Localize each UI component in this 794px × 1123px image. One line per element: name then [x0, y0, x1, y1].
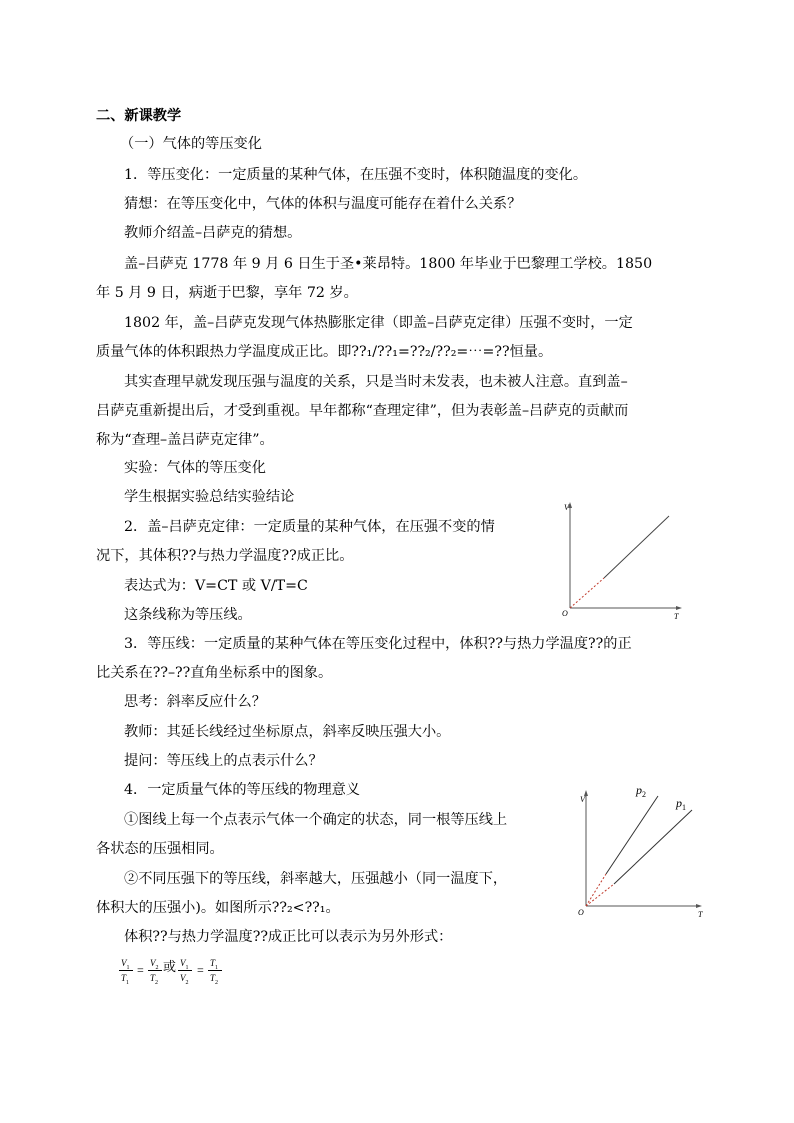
- formula-or: 或: [163, 960, 177, 975]
- formula-subscript: 2: [155, 964, 159, 971]
- fraction-bar: [119, 970, 133, 971]
- isobar-extension-dashed: [570, 578, 604, 608]
- sub-heading: （一）气体的等压变化: [120, 136, 262, 152]
- isobar-p2-extension-dashed: [586, 874, 606, 906]
- paragraph: 实验：气体的等压变化: [124, 460, 266, 476]
- formula-subscript: 1: [126, 979, 130, 986]
- paragraph: 比关系在??–??直角坐标系中的图象。: [96, 665, 333, 681]
- formula-symbol: V: [121, 958, 127, 968]
- paragraph: 2．盖–吕萨克定律：一定质量的某种气体，在压强不变的情: [124, 519, 495, 535]
- formula-symbol: T: [210, 973, 216, 983]
- paragraph: 其实查理早就发现压强与温度的关系，只是当时未发表，也未被人注意。直到盖–: [124, 374, 628, 390]
- y-axis-label: V: [564, 503, 569, 512]
- formula-equals: =: [137, 963, 144, 977]
- formula-subscript: 2: [215, 979, 219, 986]
- paragraph: 体积??与热力学温度??成正比可以表示为另外形式：: [124, 929, 453, 945]
- formula-subscript: 2: [185, 979, 189, 986]
- paragraph: 猜想：在等压变化中，气体的体积与温度可能存在着什么关系？: [124, 196, 522, 212]
- formula-subscript: 1: [126, 964, 130, 971]
- isobar-p2-line: [606, 796, 658, 874]
- x-axis-arrow: [696, 904, 702, 908]
- paragraph: 3．等压线：一定质量的某种气体在等压变化过程中，体积??与热力学温度??的正: [124, 636, 632, 652]
- paragraph: 提问：等压线上的点表示什么？: [124, 753, 323, 769]
- section-heading: 二、新课教学: [96, 108, 182, 124]
- formula-symbol: V: [180, 958, 186, 968]
- paragraph: 年 5 月 9 日，病逝于巴黎，享年 72 岁。: [96, 285, 358, 301]
- formula-equals: =: [197, 963, 204, 977]
- formula-symbol: T: [210, 958, 216, 968]
- paragraph: ②不同压强下的等压线，斜率越大，压强越小（同一温度下，: [124, 871, 508, 887]
- isobars-comparison-graph: [572, 778, 714, 920]
- isobar-p1-line: [614, 810, 692, 884]
- paragraph: 况下，其体积??与热力学温度??成正比。: [96, 548, 354, 564]
- paragraph: 盖–吕萨克 1778 年 9 月 6 日生于圣•莱昂特。1800 年毕业于巴黎理工学校。1850: [124, 256, 653, 272]
- paragraph: ①图线上每一个点表示气体一个确定的状态，同一根等压线上: [124, 812, 508, 828]
- y-axis-label: V: [580, 795, 585, 804]
- isobar-graph: [556, 496, 690, 620]
- ratio-formula: [118, 955, 238, 991]
- formula-subscript: 2: [155, 979, 159, 986]
- paragraph: 4．一定质量气体的等压线的物理意义: [124, 782, 361, 798]
- isobar-p1-extension-dashed: [586, 884, 614, 906]
- formula-symbol: T: [150, 973, 156, 983]
- formula-denominator: [150, 973, 158, 988]
- x-axis-label: T: [698, 910, 703, 919]
- formula-symbol: V: [150, 958, 156, 968]
- formula-symbol: V: [180, 973, 186, 983]
- paragraph: 思考：斜率反应什么？: [124, 694, 266, 710]
- paragraph: 表达式为：V=CT 或 V/T=C: [124, 578, 308, 594]
- line-p1-subscript: 1: [682, 803, 686, 812]
- fraction-bar: [208, 970, 222, 971]
- paragraph: 称为“查理–盖吕萨克定律”。: [96, 432, 274, 448]
- paragraph: 吕萨克重新提出后，才受到重视。早年都称“查理定律”，但为表彰盖–吕萨克的贡献而: [96, 403, 629, 419]
- paragraph: 各状态的压强相同。: [96, 841, 224, 857]
- formula-symbol: T: [121, 973, 127, 983]
- paragraph: 质量气体的体积跟热力学温度成正比。即??₁/??₁=??₂/??₂=⋯=??恒量。: [96, 344, 553, 360]
- formula-denominator: [121, 973, 129, 988]
- origin-label: O: [562, 609, 568, 618]
- fraction-bar: [148, 970, 162, 971]
- paragraph: 教师：其延长线经过坐标原点，斜率反映压强大小。: [124, 724, 451, 740]
- formula-subscript: 1: [185, 964, 189, 971]
- paragraph: 这条线称为等压线。: [124, 607, 252, 623]
- paragraph: 1802 年，盖–吕萨克发现气体热膨胀定律（即盖–吕萨克定律）压强不变时，一定: [124, 315, 633, 331]
- isobar-line: [604, 516, 669, 578]
- formula-denominator: [210, 973, 218, 988]
- x-axis-label: T: [674, 612, 679, 620]
- line-p1-label: [675, 796, 686, 812]
- paragraph: 体积大的压强小)。如图所示??₂<??₁。: [96, 900, 340, 916]
- origin-label: O: [578, 908, 584, 917]
- paragraph: 教师介绍盖–吕萨克的猜想。: [124, 225, 302, 241]
- fraction-bar: [178, 970, 192, 971]
- line-p2-symbol: p: [636, 783, 642, 797]
- line-p1-symbol: p: [676, 796, 682, 810]
- line-p2-subscript: 2: [642, 790, 646, 799]
- x-axis-arrow: [676, 606, 682, 610]
- formula-denominator: [180, 973, 189, 988]
- paragraph: 学生根据实验总结实验结论: [124, 489, 295, 505]
- paragraph: 1．等压变化：一定质量的某种气体，在压强不变时，体积随温度的变化。: [124, 167, 588, 183]
- line-p2-label: [635, 783, 646, 799]
- formula-subscript: 1: [215, 964, 219, 971]
